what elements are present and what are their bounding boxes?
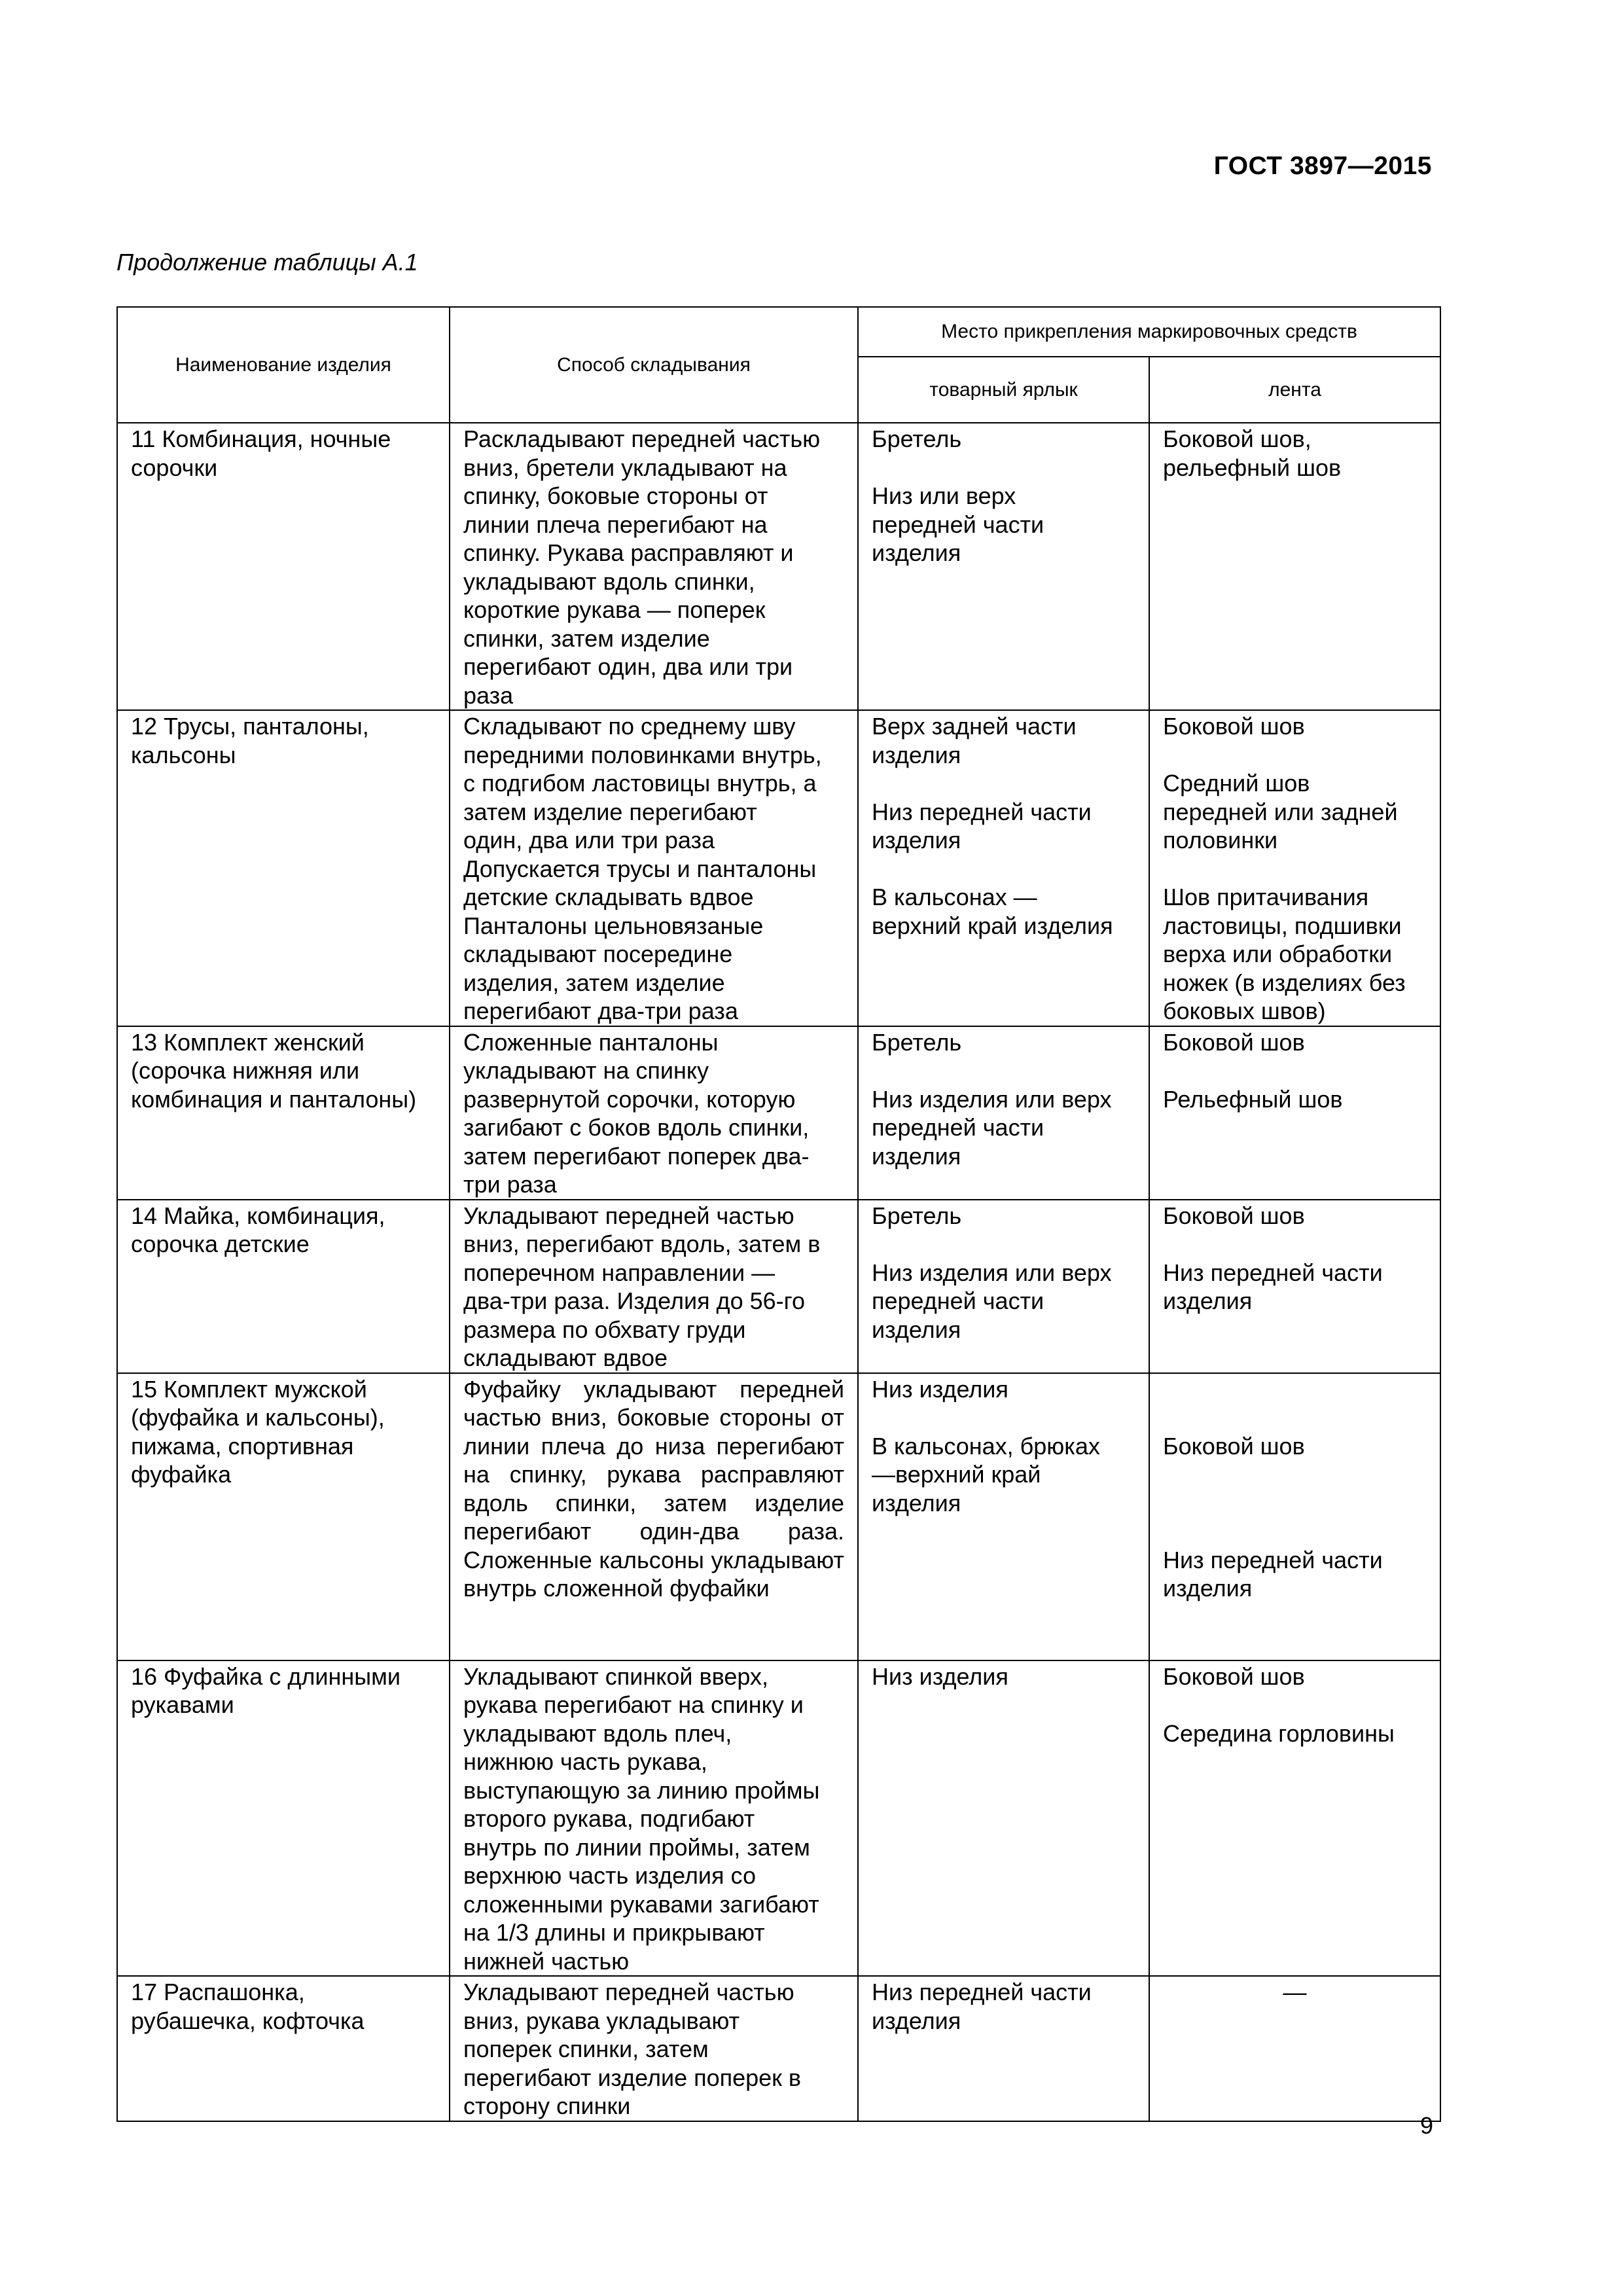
folding-method-cell: Укладывают передней частью вниз, рукава укладывают поперек спинки, затем перегибают изделие поперек в сторону спинки xyxy=(450,1976,858,2121)
product-name-cell: 15 Комплект мужской (фуфайка и кальсоны), пижама, спортивная фуфайка xyxy=(117,1373,450,1660)
page-number: 9 xyxy=(1419,2112,1433,2139)
product-name-cell: 13 Комплект женский (сорочка нижняя или комбинация и панталоны) xyxy=(117,1026,450,1200)
folding-method-cell: Раскладывают передней частью вниз, бретели укладывают на спинку, боковые стороны от линии плеча перегибают на спинку. Рукава расправляют и укладывают вдоль спинки, короткие рукава — поперек спинки, затем изделие перегибают один, два или три раза xyxy=(450,423,858,710)
tape-cell: Боковой шов Рельефный шов xyxy=(1149,1026,1440,1200)
goods-label-cell: Низ изделия В кальсонах, брюках —верхний край изделия xyxy=(858,1373,1149,1660)
document-standard-number: ГОСТ 3897—2015 xyxy=(1213,152,1432,180)
goods-label-cell: Бретель Низ или верх передней части изделия xyxy=(858,423,1149,710)
table-row xyxy=(117,1026,1440,1200)
table-row xyxy=(117,423,1440,710)
table-caption: Продолжение таблицы А.1 xyxy=(116,249,418,276)
goods-label-cell: Верх задней части изделия Низ передней части изделия В кальсонах — верхний край изделия xyxy=(858,710,1149,1026)
tape-cell: Боковой шов Средний шов передней или задней половинки Шов притачивания ластовицы, подшивки верха или обработки ножек (в изделиях без боковых швов) xyxy=(1149,710,1440,1026)
product-name-cell: 16 Фуфайка с длинными рукавами xyxy=(117,1660,450,1977)
tape-cell: Боковой шов Низ передней части изделия xyxy=(1149,1200,1440,1373)
folding-method-cell: Сложенные панталоны укладывают на спинку развернутой сорочки, которую загибают с боков вдоль спинки, затем перегибают поперек два- три раза xyxy=(450,1026,858,1200)
tape-cell: — xyxy=(1149,1976,1440,2121)
product-name-cell: 11 Комбинация, ночные сорочки xyxy=(117,423,450,710)
folding-method-cell: Укладывают спинкой вверх, рукава перегибают на спинку и укладывают вдоль плеч, нижнюю часть рукава, выступающую за линию проймы второго рукава, подгибают внутрь по линии проймы, затем верхнюю часть изделия со сложенными рукавами загибают на 1/3 длины и прикрывают нижней частью xyxy=(450,1660,858,1977)
folding-method-cell: Складывают по среднему шву передними половинками внутрь, с подгибом ластовицы внутрь, а затем изделие перегибают один, два или три раза Допускается трусы и панталоны детские складывать вдвое Панталоны цельновязаные складывают посередине изделия, затем изделие перегибают два-три раза xyxy=(450,710,858,1026)
header-goods-label: товарный ярлык xyxy=(858,357,1149,423)
product-name-cell: 17 Распашонка, рубашечка, кофточка xyxy=(117,1976,450,2121)
tape-cell: Боковой шов, рельефный шов xyxy=(1149,423,1440,710)
header-product-name: Наименование изделия xyxy=(117,307,450,423)
header-folding-method: Способ складывания xyxy=(450,307,858,423)
marking-table xyxy=(116,306,1441,2122)
table-row xyxy=(117,1660,1440,1977)
goods-label-cell: Бретель Низ изделия или верх передней части изделия xyxy=(858,1026,1149,1200)
table-row xyxy=(117,1976,1440,2121)
product-name-cell: 14 Майка, комбинация, сорочка детские xyxy=(117,1200,450,1373)
folding-method-cell: Фуфайку укладывают передней частью вниз, боковые стороны от линии плеча до низа перегибают на спинку, рукава расправляют вдоль спинки, затем изделие перегибают один-два раза. Сложенные кальсоны укладывают внутрь сложенной фуфайки xyxy=(450,1373,858,1660)
tape-cell: Боковой шов Середина горловины xyxy=(1149,1660,1440,1977)
header-marking-place: Место прикрепления маркировочных средств xyxy=(858,307,1440,357)
product-name-cell: 12 Трусы, панталоны, кальсоны xyxy=(117,710,450,1026)
folding-method-cell: Укладывают передней частью вниз, перегибают вдоль, затем в поперечном направлении — два-три раза. Изделия до 56-го размера по обхвату груди складывают вдвое xyxy=(450,1200,858,1373)
goods-label-cell: Низ изделия xyxy=(858,1660,1149,1977)
table-row xyxy=(117,1373,1440,1660)
goods-label-cell: Низ передней части изделия xyxy=(858,1976,1149,2121)
table-row xyxy=(117,1200,1440,1373)
tape-cell: Боковой шов Низ передней части изделия xyxy=(1149,1373,1440,1660)
goods-label-cell: Бретель Низ изделия или верх передней части изделия xyxy=(858,1200,1149,1373)
table-row xyxy=(117,710,1440,1026)
header-tape: лента xyxy=(1149,357,1440,423)
